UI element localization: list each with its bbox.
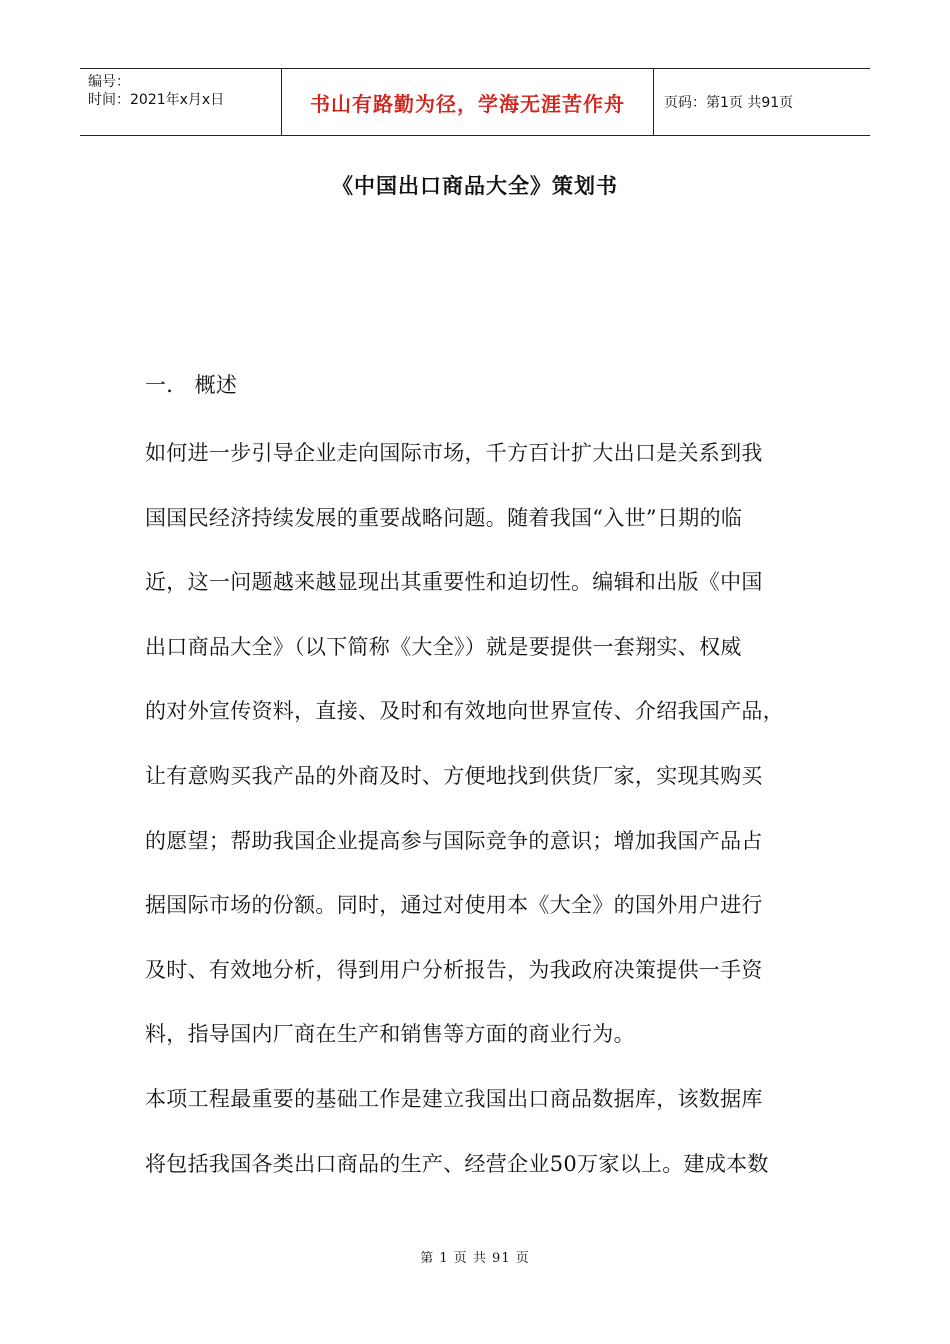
body-line: 将包括我国各类出口商品的生产、经营企业50万家以上。建成本数	[145, 1151, 769, 1176]
document-body	[145, 363, 815, 1206]
body-line: 出口商品大全》（以下简称《大全》）就是要提供一套翔实、权威	[145, 634, 742, 659]
motto-text: 书山有路勤为径，学海无涯苦作舟	[310, 91, 625, 116]
time-label: 时间：2021年x月x日	[88, 92, 225, 108]
page-footer: 第 1 页 共 91 页	[420, 1251, 530, 1266]
body-line: 让有意购买我产品的外商及时、方便地找到供货厂家，实现其购买	[145, 763, 763, 788]
header-motto-cell	[282, 69, 654, 135]
page-info: 页码：第1页 共91页	[664, 95, 794, 111]
number-label: 编号：	[88, 74, 130, 90]
body-line: 近，这一问题越来越显现出其重要性和迫切性。编辑和出版《中国	[145, 570, 763, 595]
header-page-cell	[654, 69, 870, 135]
body-line: 料，指导国内厂商在生产和销售等方面的商业行为。	[145, 1022, 635, 1047]
body-line: 据国际市场的份额。同时，通过对使用本《大全》的国外用户进行	[145, 893, 763, 918]
document-title: 《中国出口商品大全》策划书	[332, 173, 618, 198]
body-line: 本项工程最重要的基础工作是建立我国出口商品数据库，该数据库	[145, 1086, 763, 1111]
body-line: 国国民经济持续发展的重要战略问题。随着我国“入世”日期的临	[145, 505, 743, 530]
body-line: 及时、有效地分析，得到用户分析报告，为我政府决策提供一手资	[145, 957, 763, 982]
page-header	[80, 68, 870, 136]
section-heading: 一． 概述	[145, 373, 238, 397]
body-line: 的对外宣传资料，直接、及时和有效地向世界宣传、介绍我国产品，	[145, 699, 784, 724]
body-line: 如何进一步引导企业走向国际市场，千方百计扩大出口是关系到我	[145, 441, 763, 465]
body-line: 的愿望；帮助我国企业提高参与国际竞争的意识；增加我国产品占	[145, 828, 763, 853]
header-meta-cell	[80, 69, 282, 135]
